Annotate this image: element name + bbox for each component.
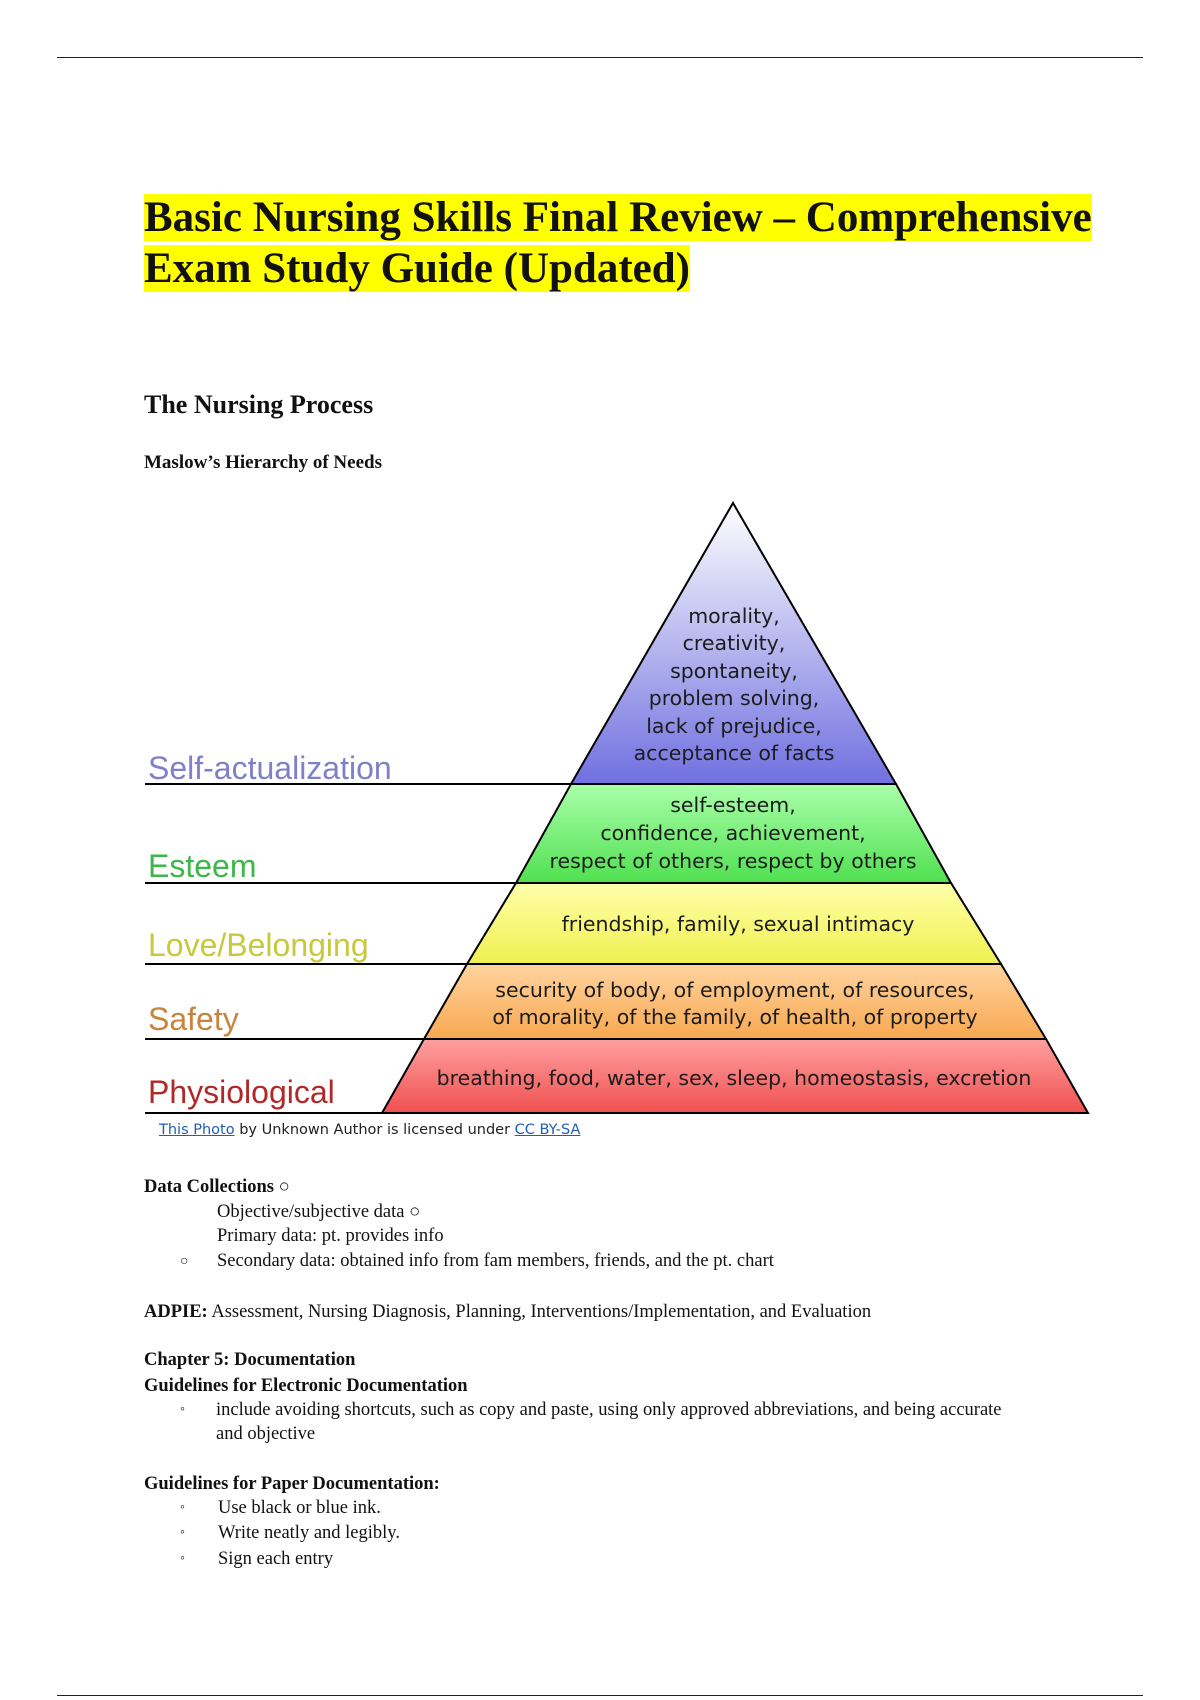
tier-text: confidence, achievement, xyxy=(600,821,866,845)
section-heading: The Nursing Process xyxy=(144,390,374,419)
tier-text: morality, xyxy=(688,604,780,628)
list-item: Write neatly and legibly. xyxy=(218,1523,400,1543)
label-safety: Safety xyxy=(148,1001,239,1037)
credit-text: by Unknown Author is licensed under xyxy=(234,1122,515,1138)
tier-text: of morality, of the family, of health, of property xyxy=(492,1005,978,1029)
bullet-icon: ◦ xyxy=(180,1500,185,1515)
subsection-heading: Maslow’s Hierarchy of Needs xyxy=(144,452,382,473)
bullet-icon: ◦ xyxy=(180,1402,185,1417)
list-item: Secondary data: obtained info from fam members, friends, and the pt. chart xyxy=(217,1251,774,1271)
tier-text: lack of prejudice, xyxy=(646,714,822,738)
data-collections-heading: Data Collections xyxy=(144,1177,274,1197)
adpie-text: Assessment, Nursing Diagnosis, Planning, Interventions/Implementation, and Evaluation xyxy=(207,1302,872,1322)
data-collections-heading-line xyxy=(144,1175,290,1199)
image-credit xyxy=(159,1122,580,1138)
data-collections-heading-suffix: ○ xyxy=(274,1177,290,1197)
label-self-actualization: Self-actualization xyxy=(148,750,392,786)
bullet-icon: ◦ xyxy=(180,1525,185,1540)
tier-text: respect of others, respect by others xyxy=(549,849,917,873)
list-item: and objective xyxy=(216,1424,316,1444)
label-esteem: Esteem xyxy=(148,848,257,884)
paper-heading: Guidelines for Paper Documentation: xyxy=(144,1474,440,1494)
list-item: Use black or blue ink. xyxy=(218,1498,381,1518)
adpie-label: ADPIE: xyxy=(144,1302,208,1322)
tier-text: self-esteem, xyxy=(670,793,796,817)
label-physiological: Physiological xyxy=(148,1074,335,1110)
chapter-heading: Chapter 5: Documentation xyxy=(144,1350,356,1370)
page-bottom-rule xyxy=(57,1695,1143,1696)
title-highlight: Basic Nursing Skills Final Review – Comprehensive Exam Study Guide (Updated) xyxy=(144,194,1092,292)
photo-link[interactable]: This Photo xyxy=(159,1122,235,1138)
tier-text: security of body, of employment, of resources, xyxy=(495,978,975,1002)
adpie-line xyxy=(144,1300,871,1324)
list-item: Objective/subjective data ○ xyxy=(217,1202,421,1222)
list-item: include avoiding shortcuts, such as copy and paste, using only approved abbreviations, and being accurate xyxy=(216,1400,1002,1420)
label-love-belonging: Love/Belonging xyxy=(148,927,369,963)
list-item: Sign each entry xyxy=(218,1549,334,1569)
tier-text: problem solving, xyxy=(648,686,820,710)
tier-text: acceptance of facts xyxy=(633,741,835,765)
tier-text: spontaneity, xyxy=(670,659,798,683)
list-item: Primary data: pt. provides info xyxy=(217,1226,444,1246)
tier-text: creativity, xyxy=(682,631,786,655)
tier-text: breathing, food, water, sex, sleep, homeostasis, excretion xyxy=(436,1066,1032,1090)
license-link[interactable]: CC BY-SA xyxy=(514,1122,581,1138)
bullet-icon: ◦ xyxy=(180,1551,185,1566)
electronic-heading: Guidelines for Electronic Documentation xyxy=(144,1376,468,1396)
bullet-icon: ○ xyxy=(180,1254,189,1269)
tier-text: friendship, family, sexual intimacy xyxy=(561,912,915,936)
